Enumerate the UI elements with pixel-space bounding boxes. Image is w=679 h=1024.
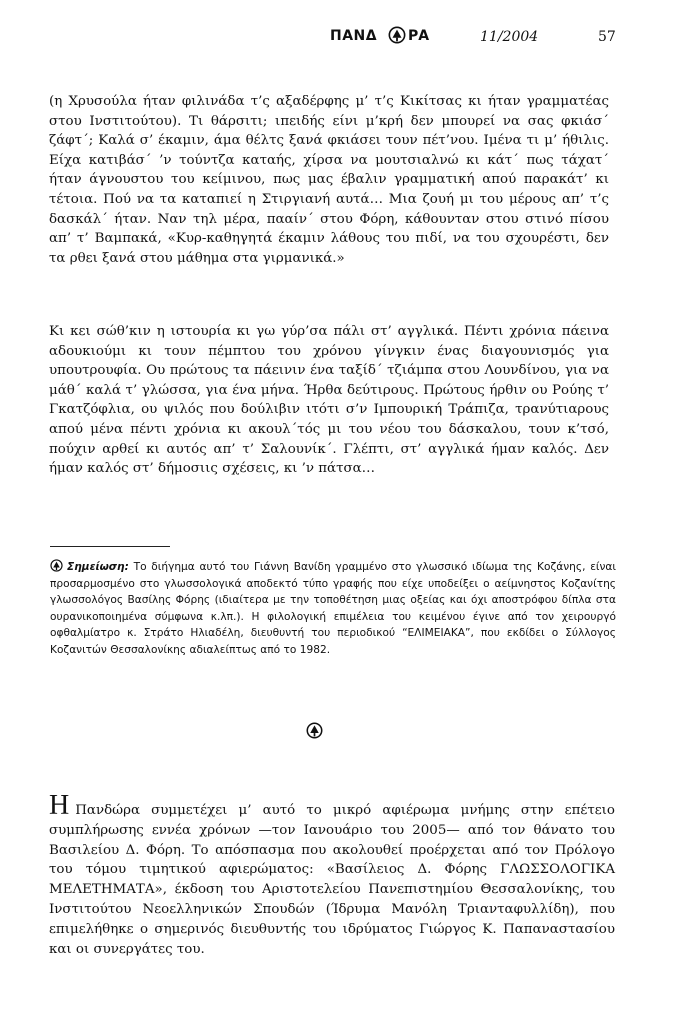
page-header [330,26,630,48]
footnote-label: Σημείωση: [67,561,129,573]
journal-name-right: ΡΑ [408,28,430,44]
footnote [50,559,616,659]
pandora-logo-icon [50,559,63,572]
journal-name-left: ΠΑΝΔ [330,28,378,44]
intro-text: Πανδώρα συμμετέχει μ’ αυτό το μικρό αφιέρωμα μνήμης στην επέτειο συμπλήρωσης εννέα χρόνων —τον Ιανουάριο του 2005— από τον θάνατο του Βασιλείου Δ. Φόρη. Το απόσπασμα που ακολουθεί προέρχεται από τον Πρόλογο του τόμου τιμητικού αφιερώματος: «Βασίλειος Δ. Φόρης ΓΛΩΣΣΟΛΟΓΙΚΑ ΜΕΛΕΤΗΜΑΤΑ», έκδοση του Αριστοτελείου Πανεπιστημίου Θεσσαλονίκης, του Ινστιτούτου Νεοελληνικών Σπουδών (Ίδρυμα Μανόλη Τριανταφυλλίδη), που επιμελήθηκε ο σημερινός διευθυντής του ιδρύματος Γιώργος Κ. Παπαναστασίου και οι συνεργάτες του. [49,803,615,957]
story-paragraph-2: Κι κει σώθ’κιν η ιστουρία κι γω γύρ’σα πάλι στ’ αγγλικά. Πέντι χρόνια πάεινα αδουκιούμι κι τουν πέμπτου του χρόνου γίνγκιν ένας διαγουνισμός για υπουτρουφία. Ου πρώτους τα πάεινιν ένα ταξίδ΄ τζιάμπα στου Λουνδίνου, για να μάθ΄ καλά τ’ γλώσσα, για ένα μήνα. Ήρθα δεύτιρους. Πρώτους ήρθιν ου Ρούης τ’ Γκατζόφλια, ου ψιλός που δούλιβιν ιτότι σ’ν Ιμπουρική Τράπιζα, τρανύτιαρους απού μένα πέντι χρόνια κι ακουλ΄τός μι του νέου του δάσκαλου, τουν κ’τσό, πούχιν αρθεί κι αυτός απ’ τ’ Σαλουνίκ΄. Γλέπτι, στ’ αγγλικά ήμαν καλός. Δεν ήμαν καλός στ’ δήμοσιις σχέσεις, κι ’ν πάτσα… [49,324,609,477]
section-ornament-icon [306,722,323,739]
issue-number: 11/2004 [480,29,539,45]
story-paragraph-1: (η Χρυσούλα ήταν φιλινάδα τ’ς αξαδέρφης μ’ τ’ς Κικίτσας κι ήταν γραμματέας στου Ινστιτούτου). Τι θάρσιτι; ιπειδής είνι μ’κρή δεν μπουρεί να σας φκιάσ΄ ζάφτ΄; Καλά σ’ έκαμιν, άμα θέλτς ξανά φκιάσει τουν πέτ’νου. Ιμένα τι μ’ ήθιλις. Είχα κατιβάσ΄ ’ν τούντζα καταής, χίρσα να μουτσιαλνώ κι κάτ΄ πως τάχατ΄ ήταν άγνουστου του κείμινου, πως μας έβαλιν γραμματική απού παρακάτ’ κι τέτοια. Πού να τα καταπιεί η Στιργιανή αυτά… Μια ζουή μι του μέρους απ’ τ’ς δασκάλ΄ ήταν. Ναν τηλ μέρα, πααίν΄ στου Φόρη, κάθουνταν στου στινό πίσου απ’ τ’ Βαμπακά, «Κυρ-καθηγητά έκαμιν λάθους του πιδί, να του σχουρέστι, δεν τα ρθει ξανά στου μάθημα στα γιρμανικά.» [49,94,609,266]
intro-paragraph [49,790,615,959]
drop-cap: Η [49,790,70,821]
page-number: 57 [598,29,616,45]
footnote-text: Το διήγημα αυτό του Γιάννη Βανίδη γραμμένο στο γλωσσικό ιδίωμα της Κοζάνης, είναι προσαρμοσμένο στο γλωσσολογικά αποδεκτό τύπο γραφής που είχε υποδείξει ο αείμνηστος Κοζανίτης γλωσσολόγος Βασίλης Φόρης (ιδιαίτερα με την τοποθέτηση μιας οξείας και όχι αποστρόφου δίπλα στα ουρανικοποιημένα σύμφωνα κ.λπ.). Η φιλολογική επιμέλεια του κειμένου έγινε από τον χειρουργό οφθαλμίατρο κ. Στράτο Ηλιαδέλη, διευθυντή του περιοδικού “ΕΛΙΜΕΙΑΚΑ”, που εκδίδει ο Σύλλογος Κοζανιτών Θεσσαλονίκης αδιαλείπτως από το 1982. [50,561,616,656]
pandora-logo-icon [388,26,406,44]
footnote-divider [50,546,170,547]
